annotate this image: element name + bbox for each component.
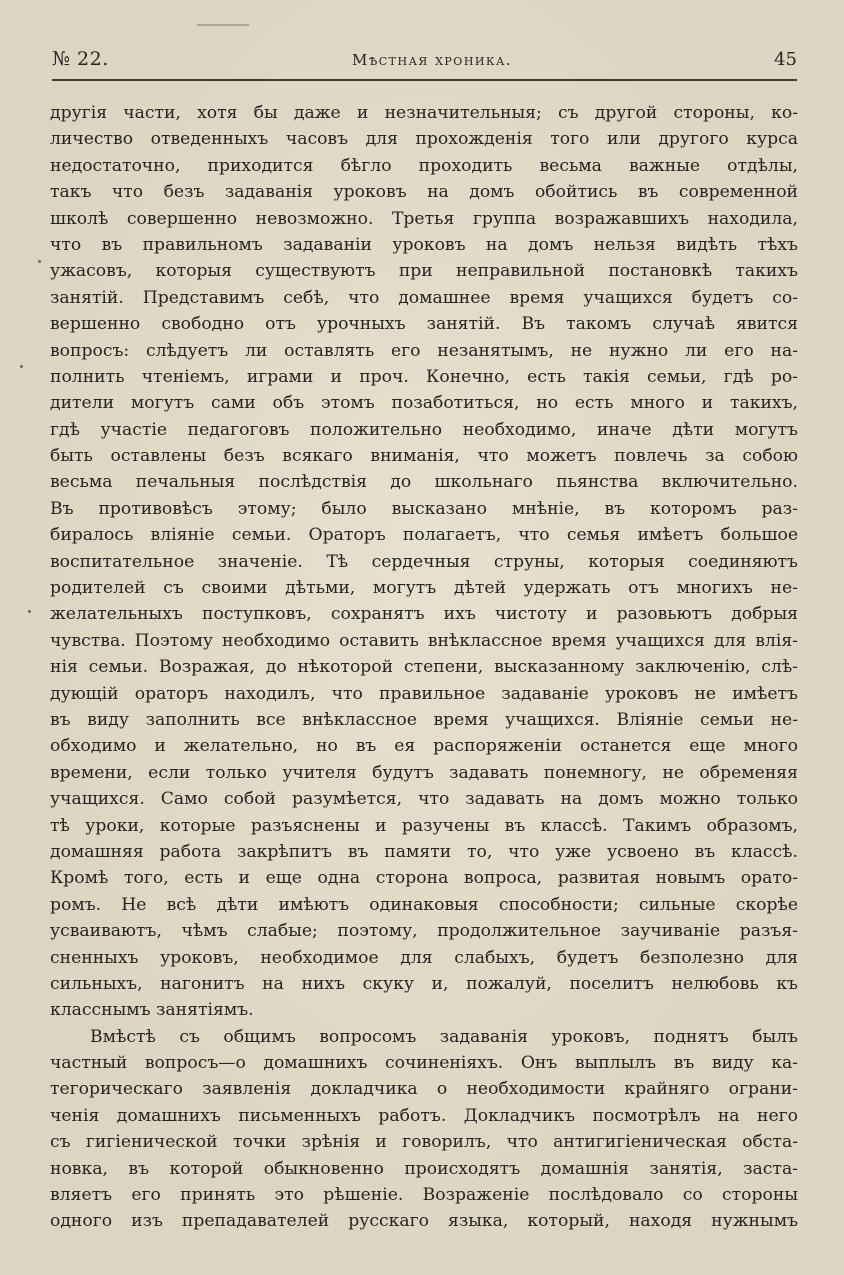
text-line: нія семьи. Возражая, до нѣкоторой степени, высказанному заключенію, слѣ- [50, 657, 798, 678]
text-line: занятій. Представимъ себѣ, что домашнее время учащихся будетъ со- [50, 287, 798, 308]
text-line: вляетъ его принять это рѣшеніе. Возраженіе послѣдовало со стороны [50, 1185, 798, 1206]
text-line: класснымъ занятіямъ. [50, 1000, 254, 1021]
page-number: 45 [774, 49, 797, 70]
text-line: гдѣ участіе педагоговъ положительно необходимо, иначе дѣти могутъ [50, 419, 798, 440]
text-line: дители могутъ сами объ этомъ позаботиться, но есть много и такихъ, [50, 393, 798, 414]
text-line: тегорическаго заявленія докладчика о необходимости крайняго ограни- [50, 1079, 798, 1100]
text-line: тѣ уроки, которые разъяснены и разучены въ классѣ. Такимъ образомъ, [50, 815, 798, 836]
text-line: домашняя работа закрѣпитъ въ памяти то, что уже усвоено въ классѣ. [50, 841, 798, 862]
text-line: полнить чтеніемъ, играми и проч. Конечно, есть такія семьи, гдѣ ро- [50, 366, 798, 387]
text-line: желательныхъ поступковъ, сохранятъ ихъ чистоту и разовьютъ добрыя [50, 604, 798, 625]
text-line: дующій ораторъ находилъ, что правильное задаваніе уроковъ не имѣетъ [50, 683, 798, 704]
text-line: ченія домашнихъ письменныхъ работъ. Докладчикъ посмотрѣлъ на него [50, 1105, 798, 1126]
margin-speck [28, 610, 31, 613]
text-line: что въ правильномъ задаваніи уроковъ на домъ нельзя видѣть тѣхъ [50, 234, 798, 255]
text-line: времени, если только учителя будутъ задавать понемногу, не обременяя [50, 762, 798, 783]
text-line: Въ противовѣсъ этому; было высказано мнѣніе, въ которомъ раз- [50, 498, 798, 519]
text-line: биралось вліяніе семьи. Ораторъ полагаетъ, что семья имѣетъ большое [50, 525, 798, 546]
text-line: Кромѣ того, есть и еще одна сторона вопроса, развитая новымъ орато- [50, 868, 798, 889]
text-line: одного изъ препадавателей русскаго языка, который, находя нужнымъ [50, 1211, 798, 1232]
text-line: Вмѣстѣ съ общимъ вопросомъ задаванія уроковъ, поднятъ былъ [90, 1026, 798, 1047]
text-line: въ виду заполнить все внѣклассное время учащихся. Вліяніе семьи не- [50, 709, 798, 730]
text-line: ужасовъ, которыя существуютъ при неправильной постановкѣ такихъ [50, 261, 798, 282]
text-line: вершенно свободно отъ урочныхъ занятій. Въ такомъ случаѣ явится [50, 314, 798, 335]
text-line: воспитательное значеніе. Тѣ сердечныя струны, которыя соединяютъ [50, 551, 798, 572]
text-line: учащихся. Само собой разумѣется, что задавать на домъ можно только [50, 789, 798, 810]
text-line: обходимо и желательно, но въ ея распоряженіи останется еще много [50, 736, 798, 757]
running-head [52, 48, 797, 78]
issue-number: № 22. [52, 48, 109, 70]
header-rule [52, 79, 797, 81]
text-line: родителей съ своими дѣтьми, могутъ дѣтей удержать отъ многихъ не- [50, 578, 798, 599]
text-line: съ гигіенической точки зрѣнія и говорилъ, что антигигіеническая обста- [50, 1132, 798, 1153]
margin-speck [38, 260, 41, 263]
text-line: новка, въ которой обыкновенно происходятъ домашнія занятія, заста- [50, 1158, 798, 1179]
text-line: вопросъ: слѣдуетъ ли оставлять его незанятымъ, не нужно ли его на- [50, 340, 798, 361]
article-text [50, 100, 798, 1235]
text-line: чувства. Поэтому необходимо оставить внѣклассное время учащихся для влія- [50, 630, 798, 651]
margin-speck [20, 365, 23, 368]
text-line: школѣ совершенно невозможно. Третья группа возражавшихъ находила, [50, 208, 798, 229]
text-line: другія части, хотя бы даже и незначительныя; съ другой стороны, ко- [50, 103, 798, 123]
text-line: быть оставлены безъ всякаго вниманія, что можетъ повлечь за собою [50, 446, 798, 467]
text-line: усваиваютъ, чѣмъ слабые; поэтому, продолжительное заучиваніе разъя- [50, 921, 798, 942]
section-title: Мѣстная хроника. [352, 51, 513, 69]
text-line: весьма печальныя послѣдствія до школьнаго пьянства включительно. [50, 472, 798, 493]
text-line: недостаточно, приходится бѣгло проходить весьма важные отдѣлы, [50, 155, 798, 176]
text-line: ромъ. Не всѣ дѣти имѣютъ одинаковыя способности; сильные скорѣе [50, 894, 798, 915]
text-line: такъ что безъ задаванія уроковъ на домъ обойтись въ современной [50, 182, 798, 203]
text-line: сильныхъ, нагонитъ на нихъ скуку и, пожалуй, поселитъ нелюбовь къ [50, 973, 798, 994]
text-line: личество отведенныхъ часовъ для прохожденія того или другого курса [50, 129, 798, 150]
print-mark [197, 24, 249, 26]
text-line: сненныхъ уроковъ, необходимое для слабыхъ, будетъ безполезно для [50, 947, 798, 968]
text-line: частный вопросъ—о домашнихъ сочиненіяхъ. Онъ выплылъ въ виду ка- [50, 1053, 798, 1074]
